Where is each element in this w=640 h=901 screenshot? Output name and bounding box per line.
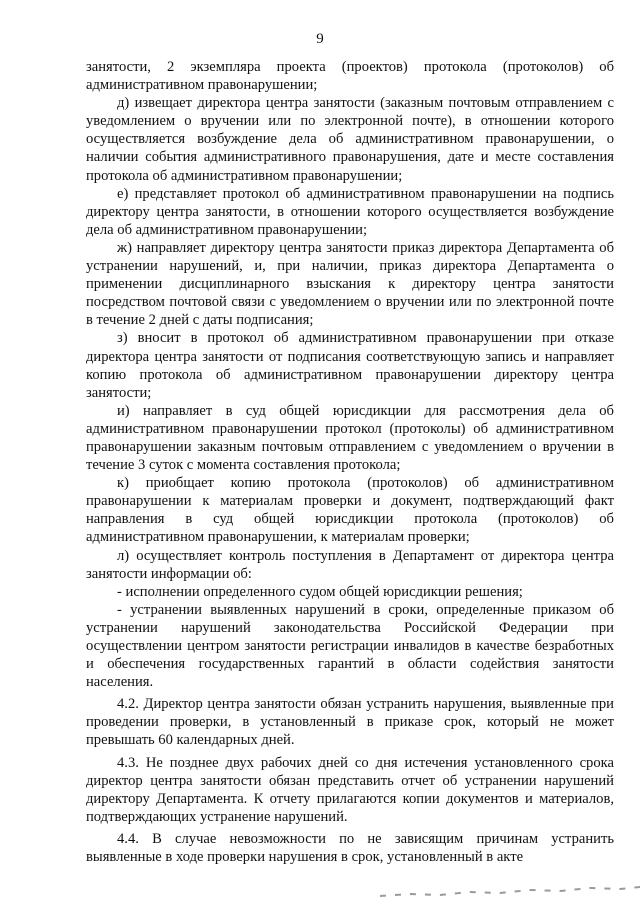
paragraph-item-zh: ж) направляет директору центра занятости приказ директора Департамента об устранении нарушений, и, при наличии, приказ директора Департамента о применении дисциплинарного взыскания к директору центра занятости посредством почтовой связи с уведомлением о вручении или по электронной почте в течение 2 дней с даты подписания; xyxy=(86,239,614,329)
paragraph-item-k: к) приобщает копию протокола (протоколов) об административном правонарушении к материалам проверки и документ, подтверждающий факт направления в суд общей юрисдикции протокола (протоколов) об административном правонарушении, к материалам проверки; xyxy=(86,475,614,546)
paragraph-4-2: 4.2. Директор центра занятости обязан устранить нарушения, выявленные при проведении проверки, в установленный в приказе срок, который не может превышать 60 календарных дней. xyxy=(86,696,614,749)
paragraph-4-3: 4.3. Не позднее двух рабочих дней со дня истечения установленного срока директор центра занятости обязан представить отчет об устранении нарушений директору Департамента. К отчету прилагаются копии документов и материалов, подтверждающих устранение нарушений. xyxy=(86,754,614,825)
paragraph-item-e: е) представляет протокол об административном правонарушении на подпись директору центра занятости, в отношении которого осуществляется возбуждение дела об административном правонарушении; xyxy=(86,185,614,238)
paragraph-continuation: занятости, 2 экземпляра проекта (проектов) протокола (протоколов) об административном правонарушении; xyxy=(86,59,614,94)
paragraph-4-4: 4.4. В случае невозможности по не зависящим причинам устранить выявленные в ходе проверки нарушения в срок, установленный в акте xyxy=(86,830,614,866)
paragraph-item-z: з) вносит в протокол об административном правонарушении при отказе директора центра занятости от подписания соответствующую запись и направляет копию протокола об административном правонарушении директору центра занятости; xyxy=(86,330,614,401)
scan-artifact xyxy=(0,880,640,901)
paragraph-item-i: и) направляет в суд общей юрисдикции для рассмотрения дела об административном правонарушении протокол (протоколы) об административном правонарушении заказным почтовым отправлением с уведомлением о вручении в течение 3 суток с момента составления протокола; xyxy=(86,402,614,474)
paragraph-item-l: л) осуществляет контроль поступления в Департамент от директора центра занятости информации об: xyxy=(86,547,614,582)
paragraph-dash-1: - исполнении определенного судом общей юрисдикции решения; xyxy=(117,583,523,600)
page-number: 9 xyxy=(316,31,324,47)
paragraph-item-d: д) извещает директора центра занятости (заказным почтовым отправлением с уведомлением о вручении или по электронной почте), в отношении которого осуществляется возбуждение дела об административном правонарушении, о наличии события административного правонарушения, дате и месте составления протокола об административном правонарушении; xyxy=(86,95,614,184)
document-body xyxy=(86,58,614,866)
paragraph-dash-2: - устранении выявленных нарушений в сроки, определенные приказом об устранении нарушений законодательства Российской Федерации при осуществлении центром занятости регистрации инвалидов в качестве безработных и обеспечения государственных гарантий в области содействия занятости населения. xyxy=(86,601,614,691)
